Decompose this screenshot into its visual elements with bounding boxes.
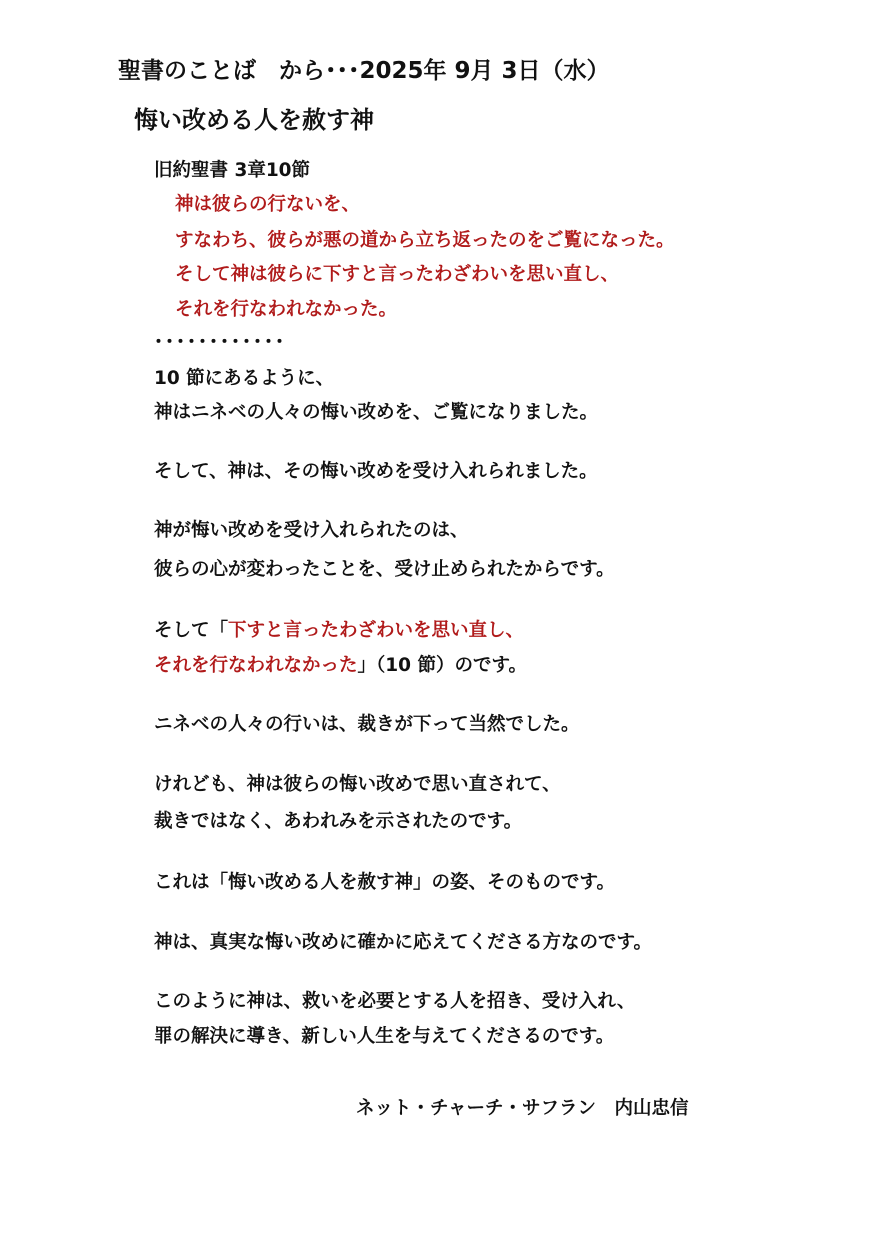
scripture-quote: 下すと言ったわざわいを思い直し、 [228,620,525,641]
paragraph-line: 罪の解決に導き、新しい人生を与えてくださるのです。 [154,1026,615,1047]
quote-open-text: そして「 [154,620,229,641]
author-signature: ネット・チャーチ・サフラン 内山忠信 [356,1098,689,1119]
scripture-line: 神は彼らの行ないを、 [175,194,361,215]
paragraph-line: 神は、真実な悔い改めに確かに応えてくださる方なのです。 [154,932,653,953]
series-header: 聖書のことば から･･･2025年 9月 3日（水） [118,58,610,84]
quote-close-text: 」（10 節）のです。 [357,655,527,676]
scripture-quote: それを行なわれなかった [154,655,358,676]
paragraph-line: このように神は、救いを必要とする人を招き、受け入れ、 [154,991,636,1012]
scripture-reference: 旧約聖書 3章10節 [154,160,311,181]
separator-dots: ････････････ [154,332,286,353]
paragraph-line: そして、神は、その悔い改めを受け入れられました。 [154,461,598,482]
paragraph-line-mixed [154,657,527,676]
paragraph-line: 神が悔い改めを受け入れられたのは、 [154,520,469,541]
scripture-line: それを行なわれなかった。 [175,299,398,320]
paragraph-line: 彼らの心が変わったことを、受け止められたからです。 [154,559,615,580]
paragraph-line: これは「悔い改める人を赦す神」の姿、そのものです。 [154,872,616,893]
paragraph-line: 10 節にあるように、 [154,368,335,389]
paragraph-line: ニネベの人々の行いは、裁きが下って当然でした。 [154,714,580,735]
scripture-line: そして神は彼らに下すと言ったわざわいを思い直し、 [175,264,620,285]
paragraph-line: 裁きではなく、あわれみを示されたのです。 [154,811,523,832]
page-title: 悔い改める人を赦す神 [134,106,374,134]
scripture-line: すなわち、彼らが悪の道から立ち返ったのをご覧になった。 [175,230,675,251]
paragraph-line: 神はニネベの人々の悔い改めを、ご覧になりました。 [154,402,599,423]
paragraph-line-mixed [154,622,524,641]
paragraph-line: けれども、神は彼らの悔い改めで思い直されて、 [154,774,561,795]
